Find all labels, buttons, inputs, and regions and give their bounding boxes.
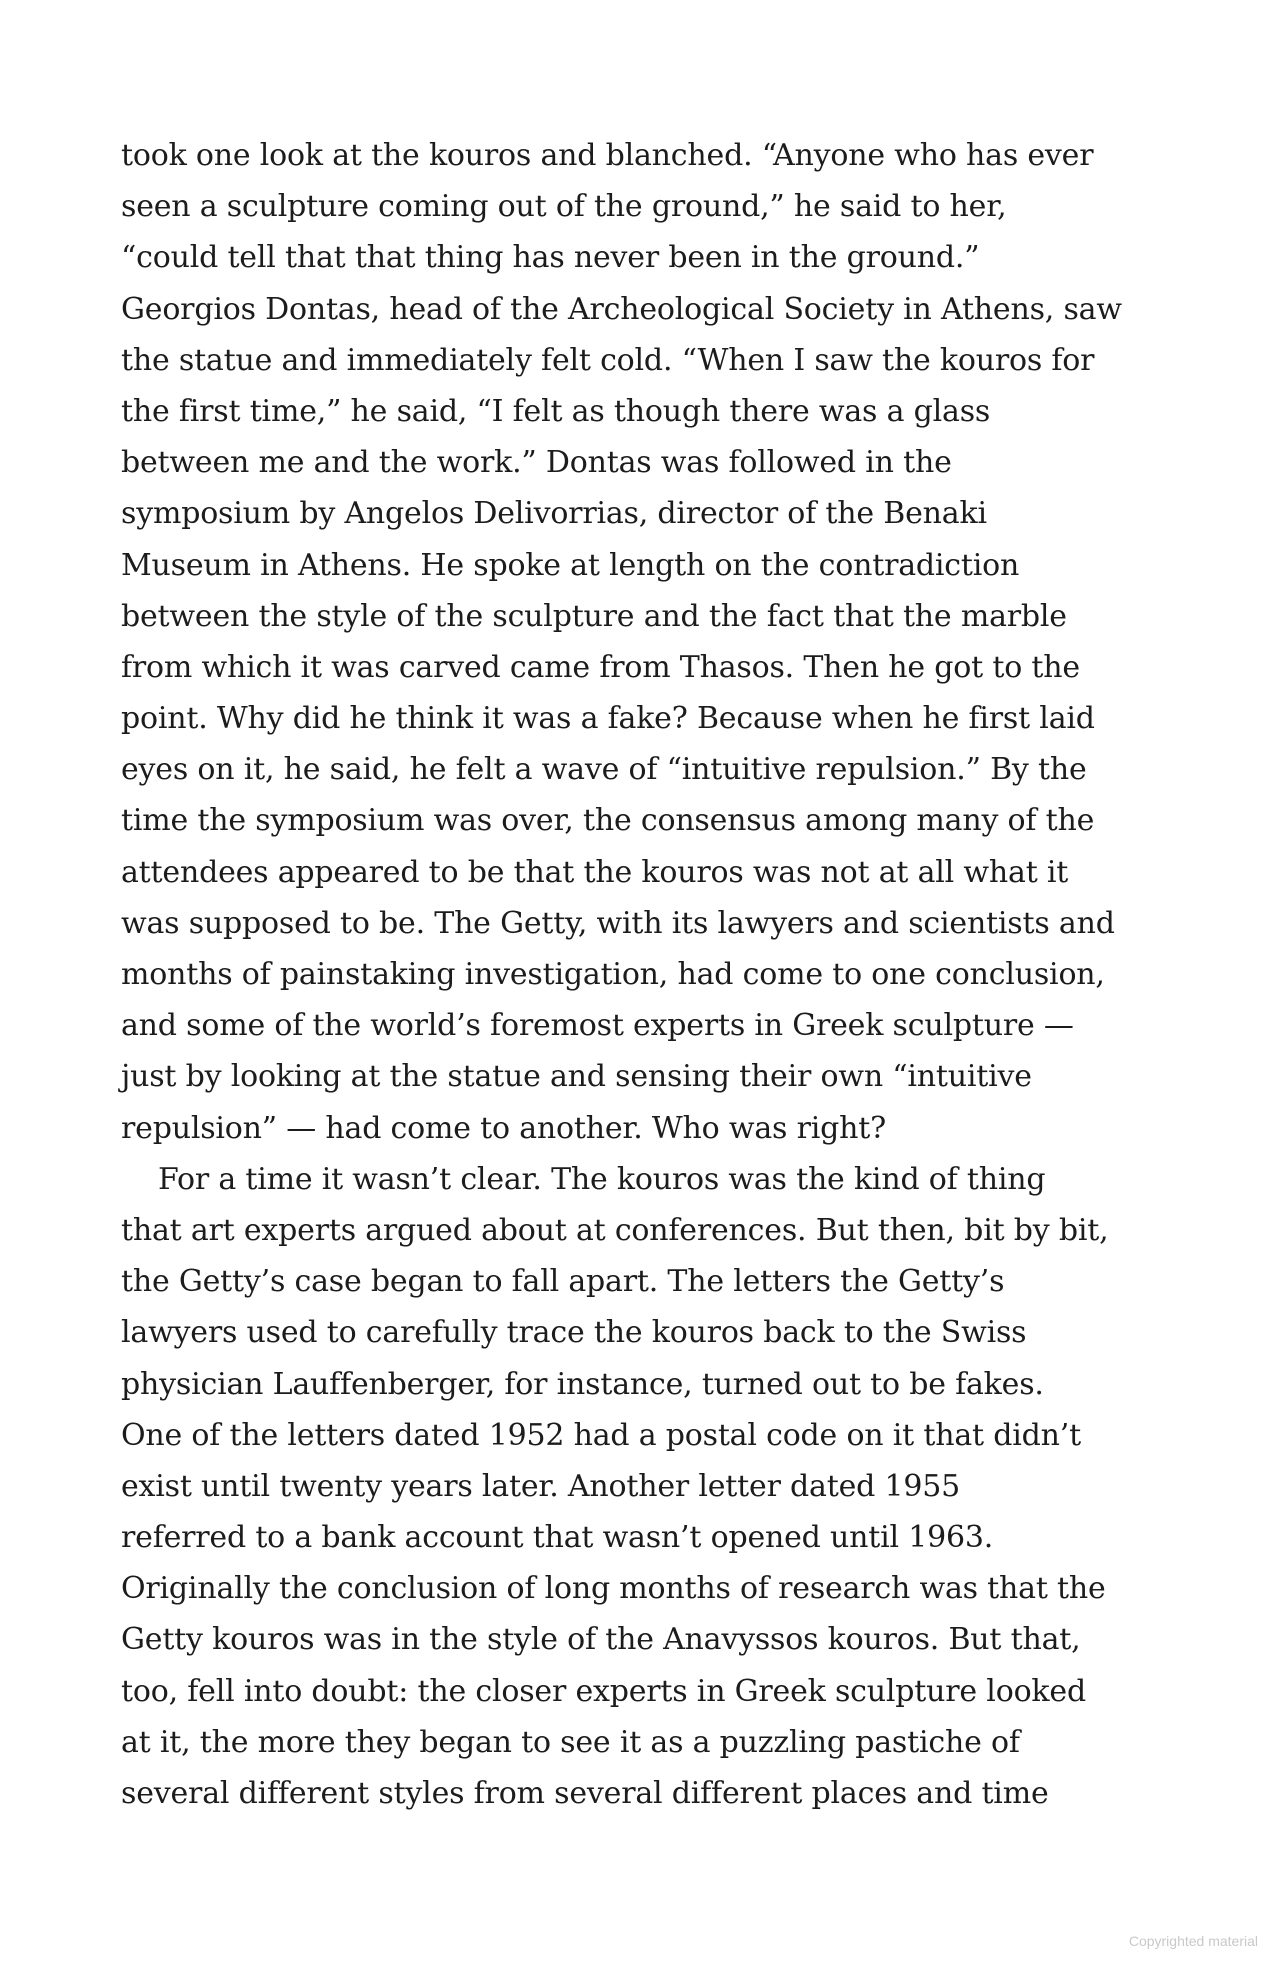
text-line: at it, the more they began to see it as a puzzling pastiche of <box>121 1724 1020 1760</box>
text-line: referred to a bank account that wasn’t opened until 1963. <box>121 1520 994 1556</box>
text-line: just by looking at the statue and sensing their own “intuitive <box>121 1059 1032 1095</box>
text-line: exist until twenty years later. Another letter dated 1955 <box>121 1468 961 1504</box>
text-line: between the style of the sculpture and the fact that the marble <box>121 598 1067 634</box>
text-line: physician Lauffenberger, for instance, turned out to be fakes. <box>121 1366 1044 1402</box>
text-line: seen a sculpture coming out of the ground,” he said to her, <box>121 189 1007 225</box>
text-line: took one look at the kouros and blanched. “Anyone who has ever <box>121 138 1094 173</box>
text-line: the Getty’s case began to fall apart. The letters the Getty’s <box>121 1264 1005 1300</box>
text-line: For a time it wasn’t clear. The kouros was the kind of thing <box>158 1161 1046 1197</box>
text-line: lawyers used to carefully trace the kouros back to the Swiss <box>121 1315 1027 1351</box>
text-line: Museum in Athens. He spoke at length on the contradiction <box>121 547 1020 583</box>
text-line: from which it was carved came from Thasos. Then he got to the <box>121 649 1080 685</box>
text-line: that art experts argued about at conferences. But then, bit by bit, <box>121 1212 1109 1248</box>
text-line: “could tell that that thing has never been in the ground.” <box>121 240 980 276</box>
text-line: the first time,” he said, “I felt as though there was a glass <box>121 393 991 429</box>
text-line: the statue and immediately felt cold. “When I saw the kouros for <box>121 342 1095 378</box>
text-line: and some of the world’s foremost experts in Greek sculpture — <box>121 1008 1074 1044</box>
text-line: was supposed to be. The Getty, with its lawyers and scientists and <box>121 905 1115 941</box>
copyright-watermark: Copyrighted material <box>1128 1933 1258 1949</box>
text-line: eyes on it, he said, he felt a wave of “intuitive repulsion.” By the <box>121 752 1087 788</box>
text-line: too, fell into doubt: the closer experts in Greek sculpture looked <box>121 1673 1086 1709</box>
text-line: Getty kouros was in the style of the Anavyssos kouros. But that, <box>121 1622 1081 1658</box>
text-line: repulsion” — had come to another. Who was right? <box>121 1110 886 1146</box>
text-line: months of painstaking investigation, had come to one conclusion, <box>121 957 1105 992</box>
text-line: several different styles from several different places and time <box>121 1776 1049 1811</box>
text-line: attendees appeared to be that the kouros was not at all what it <box>121 854 1069 890</box>
text-line: Georgios Dontas, head of the Archeological Society in Athens, saw <box>121 291 1122 327</box>
text-line: between me and the work.” Dontas was followed in the <box>121 445 952 481</box>
text-line: Originally the conclusion of long months of research was that the <box>121 1571 1106 1607</box>
text-line: time the symposium was over, the consensus among many of the <box>121 803 1095 839</box>
body-text <box>121 130 1181 1819</box>
text-line: point. Why did he think it was a fake? Because when he first laid <box>121 701 1095 737</box>
text-line: symposium by Angelos Delivorrias, director of the Benaki <box>121 496 987 532</box>
text-line: One of the letters dated 1952 had a postal code on it that didn’t <box>121 1417 1081 1453</box>
